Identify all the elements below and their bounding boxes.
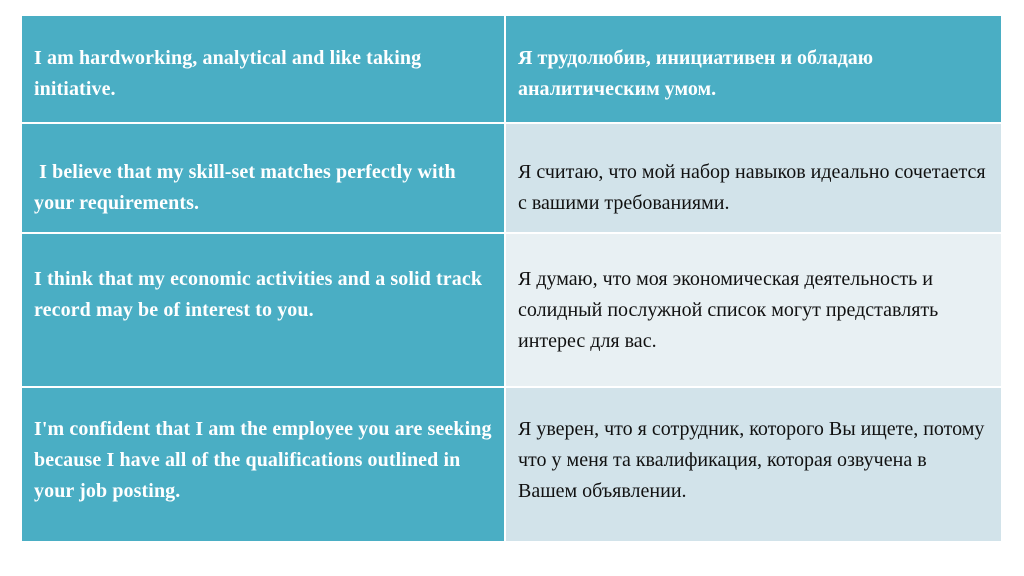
phrase-table [22,16,1003,543]
russian-phrase-1: Я трудолюбив, инициативен и обладаю аналитическим умом. [506,16,1003,124]
english-phrase-4: I'm confident that I am the employee you are seeking because I have all of the qualifications outlined in your job posting. [22,388,506,543]
russian-phrase-4: Я уверен, что я сотрудник, которого Вы ищете, потому что у меня та квалификация, которая озвучена в Вашем объявлении. [506,388,1003,543]
english-phrase-1: I am hardworking, analytical and like taking initiative. [22,16,506,124]
english-phrase-3: I think that my economic activities and a solid track record may be of interest to you. [22,234,506,388]
russian-phrase-2: Я считаю, что мой набор навыков идеально сочетается с вашими требованиями. [506,124,1003,234]
russian-phrase-3: Я думаю, что моя экономическая деятельность и солидный послужной список могут представлять интерес для вас. [506,234,1003,388]
english-phrase-2: I believe that my skill-set matches perfectly with your requirements. [22,124,506,234]
